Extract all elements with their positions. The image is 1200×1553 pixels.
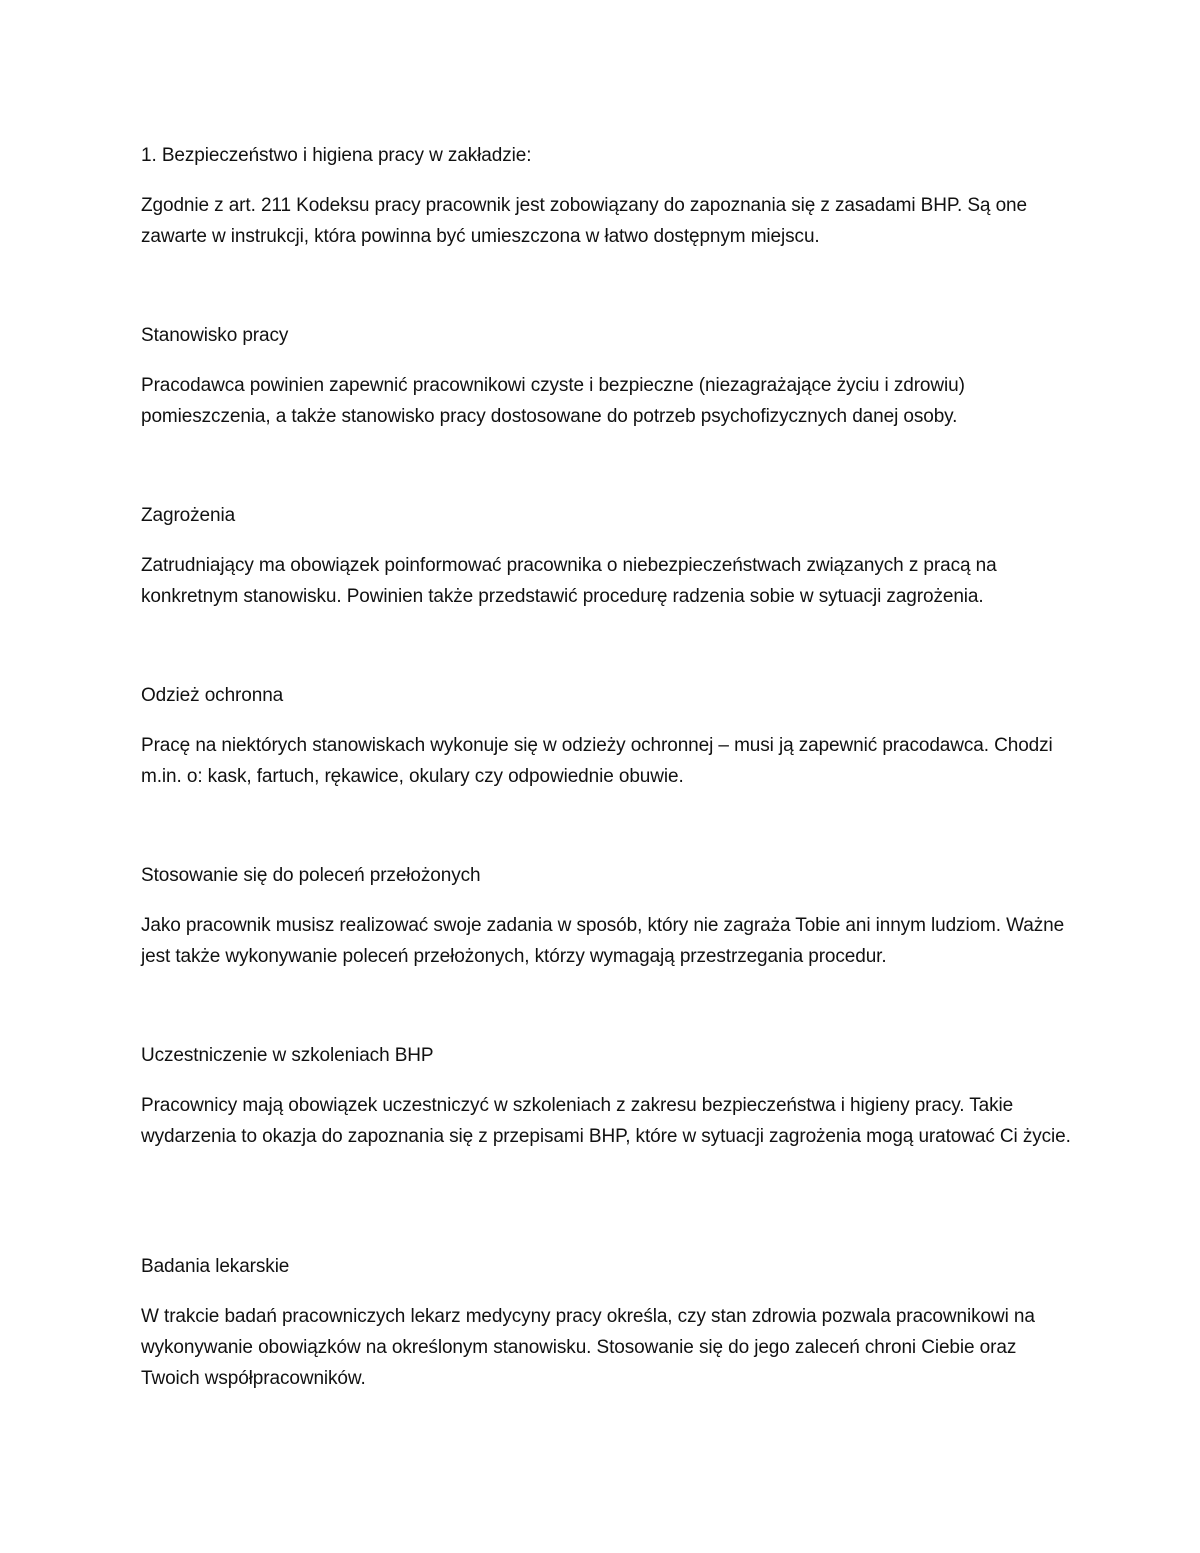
section-text-polecenia: Jako pracownik musisz realizować swoje zadania w sposób, który nie zagraża Tobie ani innym ludziom. Ważne jest także wykonywanie poleceń przełożonych, którzy wymagają przestrzegania procedur. bbox=[141, 915, 1065, 967]
section-heading-szkolenia: Uczestniczenie w szkoleniach BHP bbox=[141, 1045, 434, 1066]
section-heading-zagrozenia: Zagrożenia bbox=[141, 505, 236, 526]
section-text-odziez: Pracę na niektórych stanowiskach wykonuje się w odzieży ochronnej – musi ją zapewnić pracodawca. Chodzi m.in. o: kask, fartuch, rękawice, okulary czy odpowiednie obuwie. bbox=[141, 735, 1053, 787]
section-heading-polecenia: Stosowanie się do poleceń przełożonych bbox=[141, 865, 481, 886]
intro-paragraph: Zgodnie z art. 211 Kodeksu pracy pracownik jest zobowiązany do zapoznania się z zasadami BHP. Są one zawarte w instrukcji, która powinna być umieszczona w łatwo dostępnym miejscu. bbox=[141, 195, 1027, 247]
section-heading-odziez: Odzież ochronna bbox=[141, 685, 284, 706]
section-text-szkolenia: Pracownicy mają obowiązek uczestniczyć w szkoleniach z zakresu bezpieczeństwa i higieny pracy. Takie wydarzenia to okazja do zapoznania się z przepisami BHP, które w sytuacji zagrożenia mogą uratować Ci życie. bbox=[141, 1095, 1071, 1147]
section-heading-stanowisko: Stanowisko pracy bbox=[141, 325, 289, 346]
section-heading-badania: Badania lekarskie bbox=[141, 1256, 290, 1277]
section-text-zagrozenia: Zatrudniający ma obowiązek poinformować pracownika o niebezpieczeństwach związanych z pracą na konkretnym stanowisku. Powinien także przedstawić procedurę radzenia sobie w sytuacji zagrożenia. bbox=[141, 555, 997, 607]
section-text-stanowisko: Pracodawca powinien zapewnić pracownikowi czyste i bezpieczne (niezagrażające życiu i zdrowiu) pomieszczenia, a także stanowisko pracy dostosowane do potrzeb psychofizycznych danej osoby. bbox=[141, 375, 965, 427]
document-title: 1. Bezpieczeństwo i higiena pracy w zakładzie: bbox=[141, 145, 532, 166]
section-text-badania: W trakcie badań pracowniczych lekarz medycyny pracy określa, czy stan zdrowia pozwala pracownikowi na wykonywanie obowiązków na określonym stanowisku. Stosowanie się do jego zaleceń chroni Ciebie oraz Twoich współpracowników. bbox=[141, 1306, 1035, 1389]
